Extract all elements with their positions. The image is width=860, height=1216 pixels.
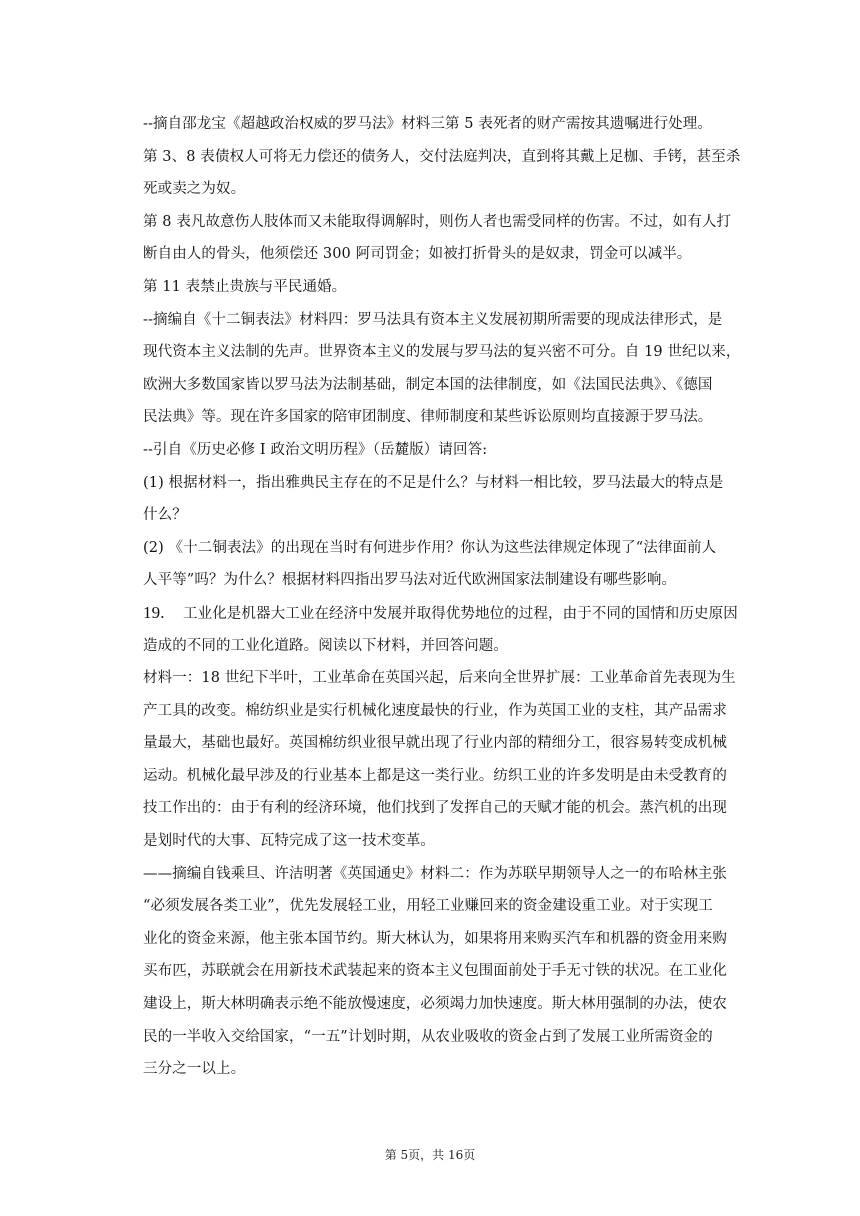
text-line: 是划时代的大事、瓦特完成了这一技术变革。 [143, 833, 435, 850]
text-line: 民法典》等。现在许多国家的陪审团制度、律师制度和某些诉讼原则均直接源于罗马法。 [143, 409, 713, 426]
question-number: 19. [143, 602, 165, 622]
page-footer: 第 5页，共 16页 [384, 1148, 476, 1162]
text-line: 运动。机械化最早涉及的行业基本上都是这一类行业。纺织工业的许多发明是由未受教育的 [143, 767, 727, 784]
text-line: 第 8 表凡故意伤人肢体而又未能取得调解时，则伤人者也需受同样的伤害。不过，如有人打 [143, 213, 732, 230]
text-line: 技工作出的：由于有利的经济环境，他们找到了发挥自己的天赋才能的机会。蒸汽机的出现 [143, 800, 727, 817]
text-line: 量最大，基础也最好。英国棉纺织业很早就出现了行业内部的精细分工，很容易转变成机械 [143, 735, 727, 752]
text-line: 产工具的改变。棉纺织业是实行机械化速度最快的行业，作为英国工业的支柱，其产品需求 [143, 702, 727, 719]
text-line: 材料一：18 世纪下半叶，工业革命在英国兴起，后来向全世界扩展：工业革命首先表现为生 [143, 670, 736, 687]
text-line: 第 3、8 表债权人可将无力偿还的债务人，交付法庭判决，直到将其戴上足枷、手铐，甚至杀 [143, 148, 741, 165]
text-line: 现代资本主义法制的先声。世界资本主义的发展与罗马法的复兴密不可分。自 19 世纪以来， [143, 344, 741, 361]
text-line: 人平等”吗？为什么？根据材料四指出罗马法对近代欧洲国家法制建设有哪些影响。 [143, 572, 677, 589]
question-19-heading [143, 597, 755, 630]
text-line: 死或卖之为奴。 [143, 181, 246, 198]
text-line: “必须发展各类工业”，优先发展轻工业，用轻工业赚回来的资金建设重工业。对于实现工 [143, 898, 713, 915]
text-line: 欧洲大多数国家皆以罗马法为法制基础，制定本国的法律制度，如《法国民法典》、《德国 [143, 376, 713, 393]
page-content [143, 108, 755, 1086]
question-19-intro: 工业化是机器大工业在经济中发展并取得优势地位的过程，由于不同的国情和历史原因 [183, 605, 738, 622]
text-line: 民的一半收入交给国家，“一五”计划时期，从农业吸收的资金占到了发展工业所需资金的 [143, 1028, 713, 1045]
text-line: 买布匹，苏联就会在用新技术武装起来的资本主义包围面前处于手无寸铁的状况。在工业化 [143, 963, 727, 980]
question-part-2: (2) 《十二铜表法》的出现在当时有何进步作用？你认为这些法律规定体现了“法律面前人 [143, 539, 717, 556]
text-line: --摘编自《十二铜表法》材料四：罗马法具有资本主义发展初期所需要的现成法律形式，是 [143, 311, 723, 328]
text-line: 断自由人的骨头，他须偿还 300 阿司罚金；如被打折骨头的是奴隶，罚金可以减半。 [143, 246, 692, 263]
text-line: 造成的不同的工业化道路。阅读以下材料，并回答问题。 [143, 637, 508, 654]
text-line: --引自《历史必修 I 政治文明历程》（岳麓版）请回答: [143, 441, 488, 458]
text-line: ——摘编自钱乘旦、许洁明著《英国通史》材料二：作为苏联早期领导人之一的布哈林主张 [143, 865, 727, 882]
text-line: --摘自邵龙宝《超越政治权威的罗马法》材料三第 5 表死者的财产需按其遗嘱进行处理。 [143, 116, 712, 132]
text-line: 三分之一以上。 [143, 1061, 246, 1078]
text-line: 建设上，斯大林明确表示绝不能放慢速度，必须竭力加快速度。斯大林用强制的办法，使农 [143, 996, 727, 1013]
question-part-1: (1) 根据材料一，指出雅典民主存在的不足是什么？与材料一相比较，罗马法最大的特点是 [143, 474, 724, 491]
text-line: 什么？ [143, 507, 187, 524]
text-line: 第 11 表禁止贵族与平民通婚。 [143, 278, 347, 295]
text-line: 业化的资金来源，他主张本国节约。斯大林认为，如果将用来购买汽车和机器的资金用来购 [143, 930, 727, 947]
